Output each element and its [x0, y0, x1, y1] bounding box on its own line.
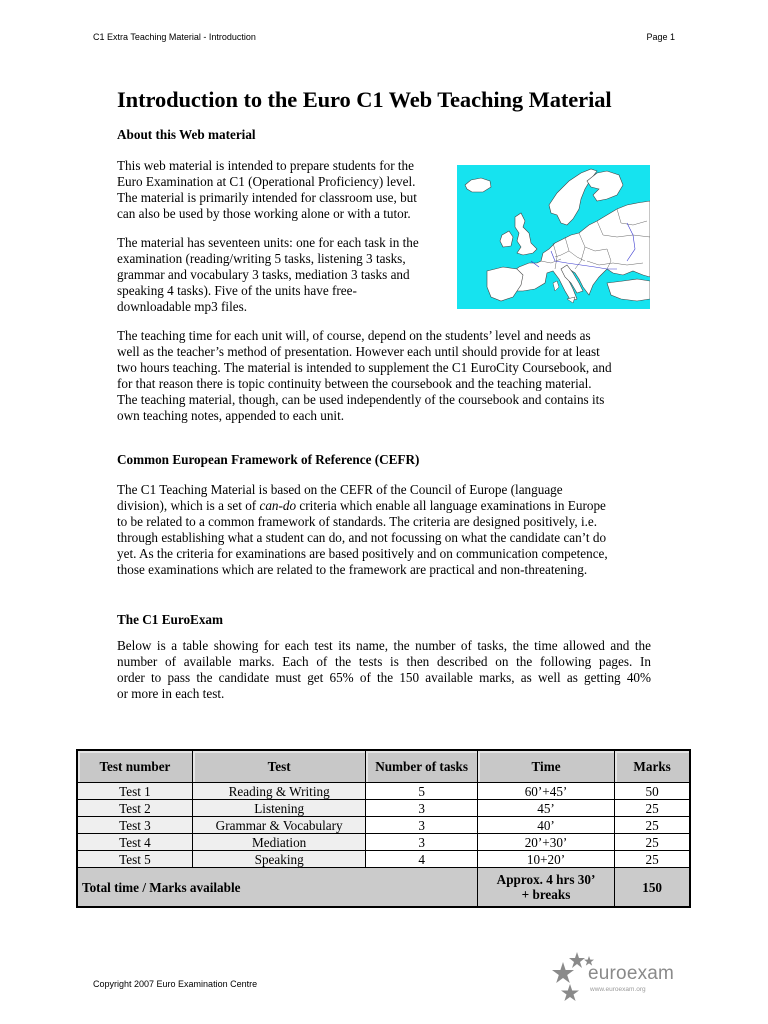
cell-test: Grammar & Vocabulary: [192, 817, 366, 834]
heading-cefr: Common European Framework of Reference (CEFR): [117, 452, 420, 467]
europe-map-image: [457, 165, 650, 309]
column-header-test: Test: [192, 750, 366, 783]
table-row: [77, 783, 690, 800]
column-header-number-of-tasks: Number of tasks: [366, 750, 477, 783]
table-total-row: [77, 868, 690, 908]
table-row: [77, 817, 690, 834]
cell-marks: 25: [615, 817, 690, 834]
cell-test: Mediation: [192, 834, 366, 851]
exam-structure-table: [76, 749, 691, 908]
europe-map-icon: [457, 165, 650, 309]
copyright-footer: Copyright 2007 Euro Examination Centre: [93, 979, 258, 989]
cell-marks: 50: [615, 783, 690, 800]
cell-tasks: 4: [366, 851, 477, 868]
heading-euroexam: The C1 EuroExam: [117, 612, 224, 627]
column-header-test-number: Test number: [77, 750, 192, 783]
euroexam-paragraph: Below is a table showing for each test its name, the number of tasks, the time allowed and the number of available marks. Each of the tests is then described on the following pages. In order to pass the candidate must get 65% of the 150 available marks, as well as getting 40% or more in each test.: [117, 638, 651, 701]
column-header-time: Time: [477, 750, 614, 783]
table-row: [77, 834, 690, 851]
cell-test-number: Test 4: [77, 834, 192, 851]
cell-test-number: Test 2: [77, 800, 192, 817]
logo-url: www.euroexam.org: [590, 986, 646, 993]
cell-tasks: 3: [366, 800, 477, 817]
logo-wordmark: euroexam: [588, 963, 675, 984]
page-title: Introduction to the Euro C1 Web Teaching Material: [117, 87, 612, 112]
about-paragraph-3: The teaching time for each unit will, of course, depend on the students’ level and needs as well as the teacher’s method of presentation. However each until should provide for at least two hours teaching. The material is intended to supplement the C1 EuroCity Coursebook, and for that reason there is topic continuity between the coursebook and the teaching material. The teaching material, though, can be used independently of the coursebook and contains its own teaching notes, appended to each unit.: [117, 328, 612, 423]
page-number: Page 1: [646, 32, 675, 42]
cell-time: 60’+45’: [477, 783, 614, 800]
cell-time: 20’+30’: [477, 834, 614, 851]
euroexam-logo: [552, 950, 687, 1005]
cell-test: Speaking: [192, 851, 366, 868]
cefr-paragraph: The C1 Teaching Material is based on the CEFR of the Council of Europe (language division), which is a set of can-do criteria which enable all language examinations in Europe to be related to a common framework of standards. The criteria are designed positively, i.e. through establishing what a student can do, and not focussing on what the candidate can’t do yet. As the criteria for examinations are based positively and on communication competence, those examinations which are related to the framework are practical and non-threatening.: [117, 482, 608, 577]
cell-test: Listening: [192, 800, 366, 817]
column-header-marks: Marks: [615, 750, 690, 783]
cell-time: 10+20’: [477, 851, 614, 868]
cell-test-number: Test 5: [77, 851, 192, 868]
about-paragraph-2: The material has seventeen units: one for each task in the examination (reading/writing 5 tasks, listening 3 tasks, grammar and vocabulary 3 tasks, mediation 3 tasks and speaking 4 tasks). Five of the units have free- downloadable mp3 files.: [117, 235, 419, 314]
total-marks: 150: [615, 868, 690, 908]
cell-marks: 25: [615, 851, 690, 868]
cell-marks: 25: [615, 800, 690, 817]
cell-marks: 25: [615, 834, 690, 851]
cell-tasks: 3: [366, 834, 477, 851]
heading-about: About this Web material: [117, 127, 256, 142]
table-header-row: [77, 750, 690, 783]
total-label: Total time / Marks available: [77, 868, 477, 908]
cell-test: Reading & Writing: [192, 783, 366, 800]
can-do-emphasis: can-do: [259, 498, 297, 513]
cell-tasks: 5: [366, 783, 477, 800]
cell-time: 45’: [477, 800, 614, 817]
cell-time: 40’: [477, 817, 614, 834]
cell-test-number: Test 3: [77, 817, 192, 834]
table-row: [77, 800, 690, 817]
cell-test-number: Test 1: [77, 783, 192, 800]
about-paragraph-1: This web material is intended to prepare students for the Euro Examination at C1 (Operational Proficiency) level. The material is primarily intended for classroom use, but can also be used by those working alone or with a tutor.: [117, 158, 417, 221]
running-header: [93, 32, 675, 46]
cell-tasks: 3: [366, 817, 477, 834]
table-row: [77, 851, 690, 868]
total-time: Approx. 4 hrs 30’ + breaks: [477, 868, 614, 908]
document-title: C1 Extra Teaching Material - Introduction: [93, 32, 256, 42]
